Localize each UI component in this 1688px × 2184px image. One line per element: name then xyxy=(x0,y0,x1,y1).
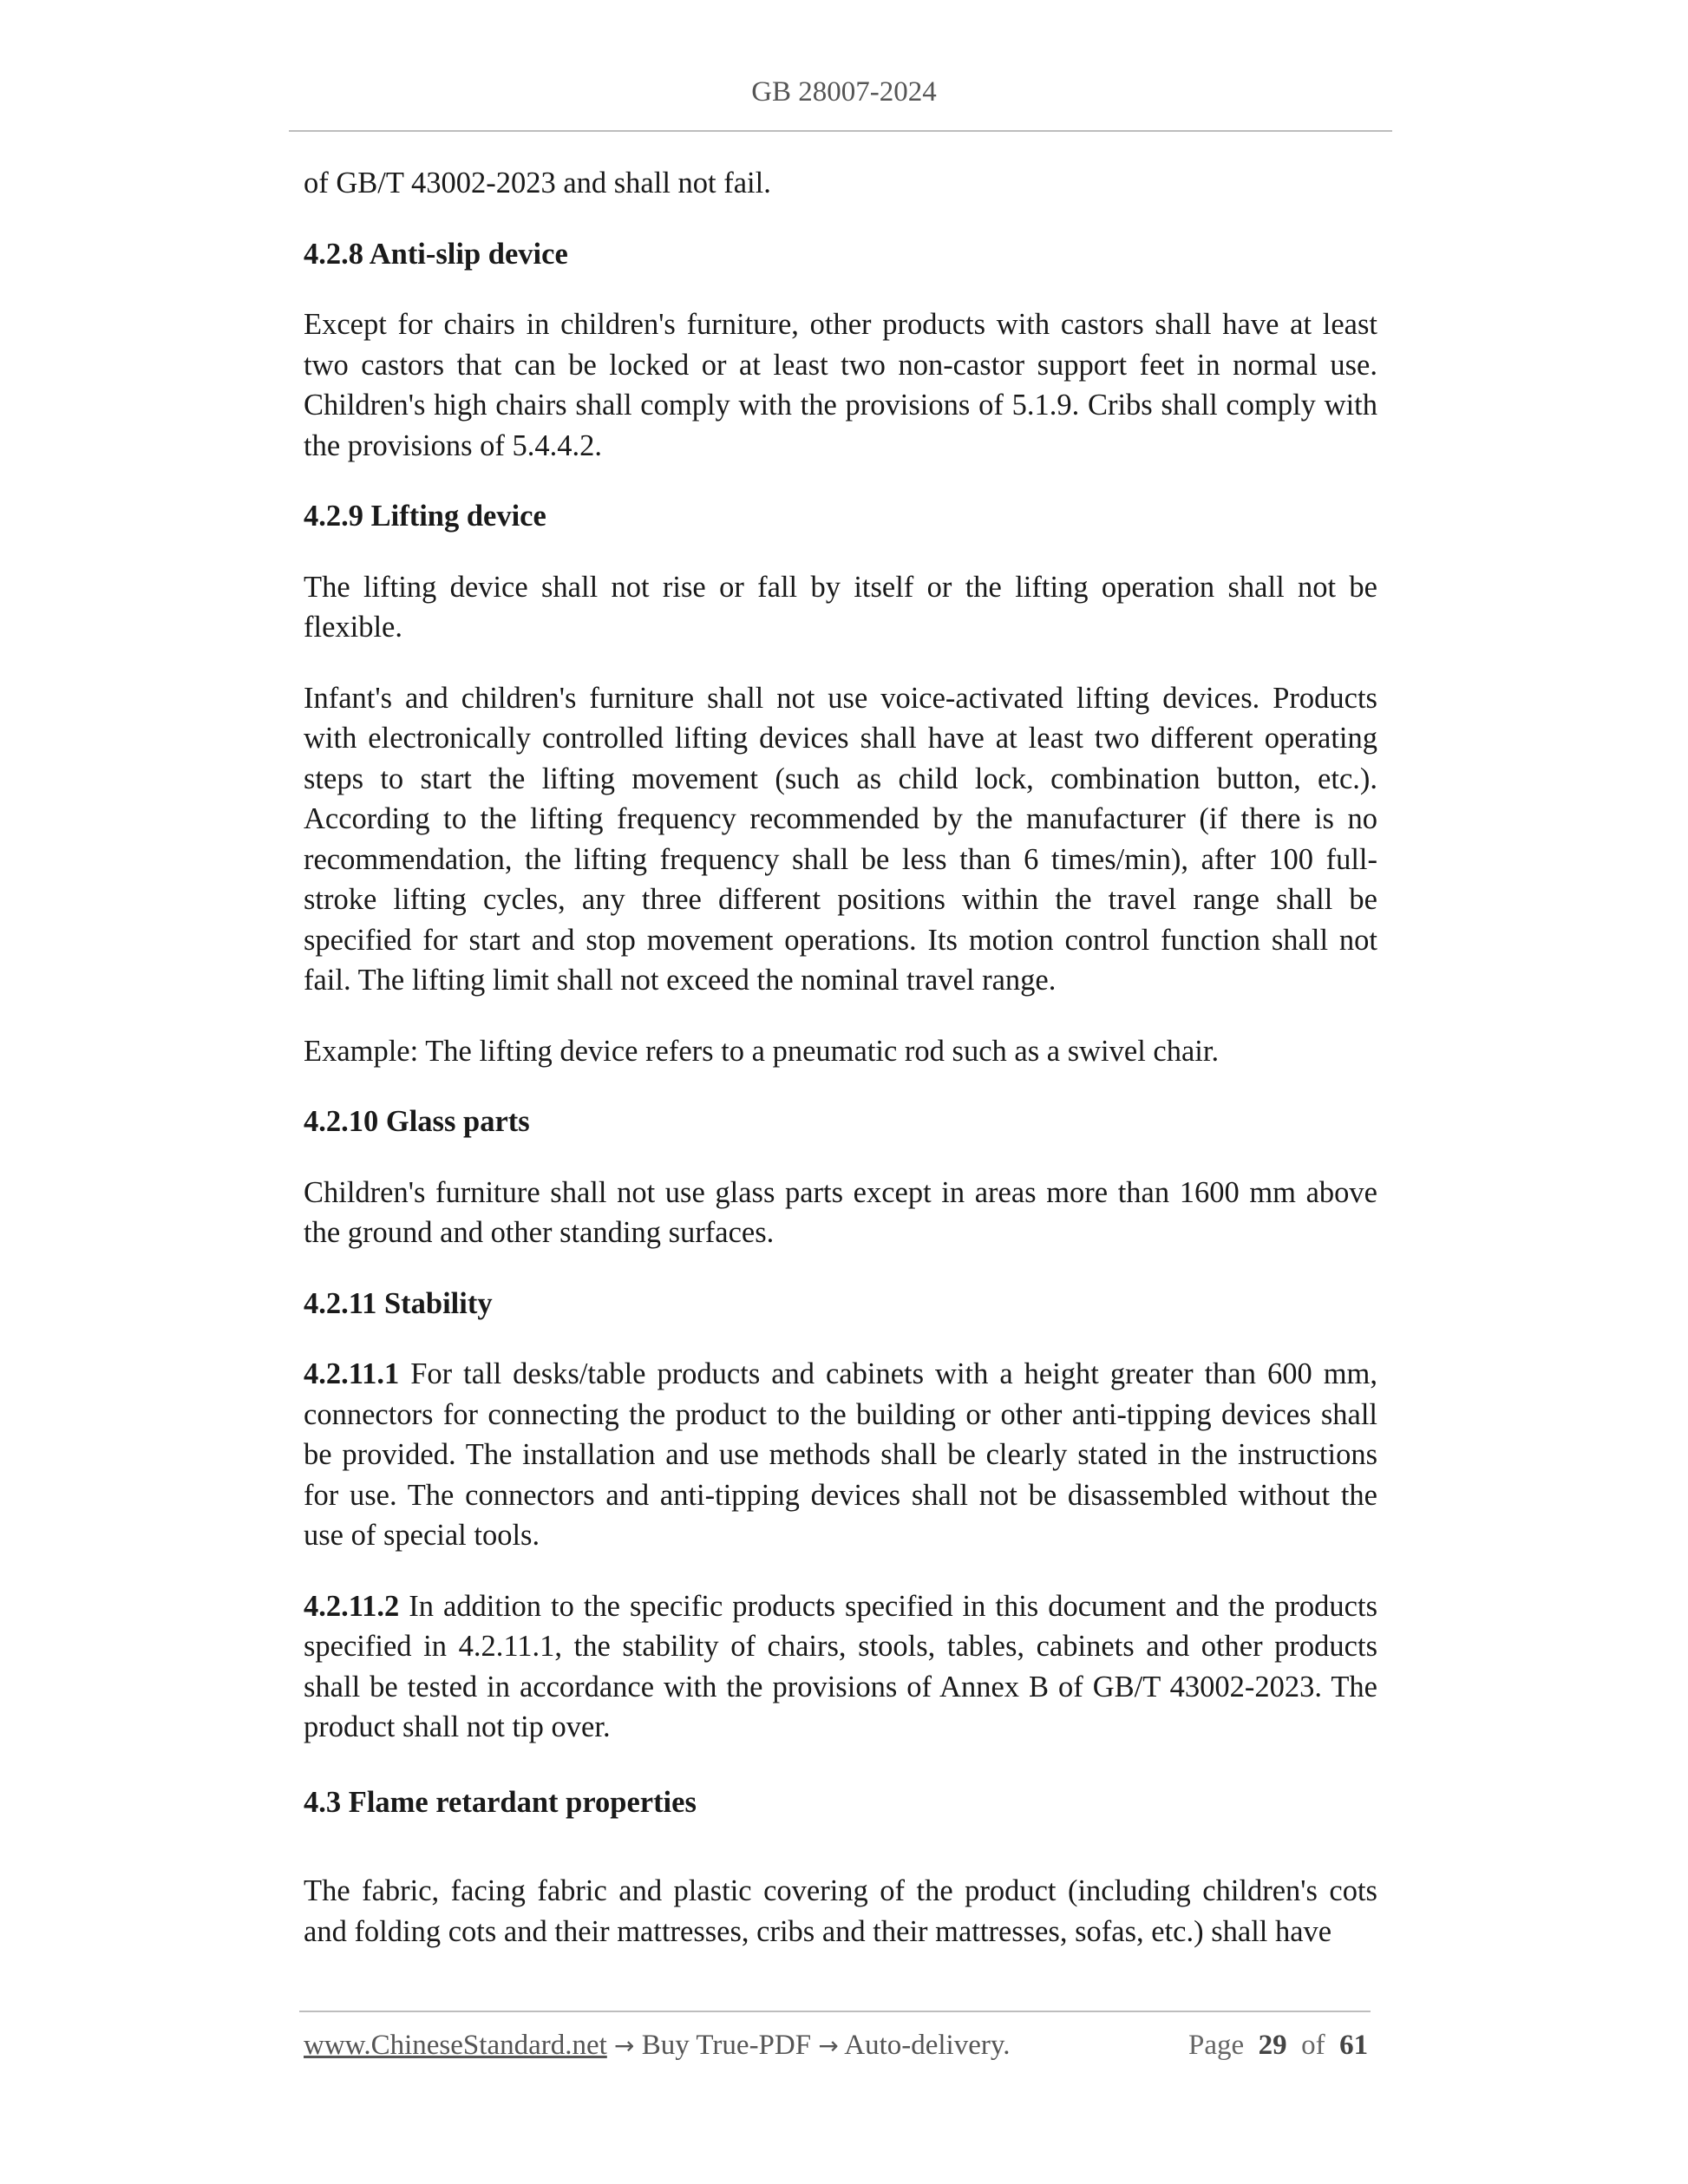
footer-promo xyxy=(304,2030,1010,2062)
arrow-right-icon: → xyxy=(818,2031,839,2060)
of-label: of xyxy=(1301,2030,1325,2061)
paragraph-stability-1 xyxy=(304,1354,1377,1556)
paragraph-anti-slip: Except for chairs in children's furniture, other products with castors shall have at least two castors that can be locked or at least two non-castor support feet in normal use. Children's high chairs shall comply with the provisions of 5.1.9. Cribs shall comply with the provisions of 5.4.4.2. xyxy=(304,308,1377,462)
paragraph-lifting-2: Infant's and children's furniture shall not use voice-activated lifting devices. Products with electronically controlled lifting devices shall have at least two different operating steps to start the lifting movement (such as child lock, combination button, etc.). According to the lifting frequency recommended by the manufacturer (if there is no recommendation, the lifting frequency shall be less than 6 times/min), after 100 full-stroke lifting cycles, any three different positions within the travel range shall be specified for start and stop movement operations. Its motion control function shall not fail. The lifting limit shall not exceed the nominal travel range. xyxy=(304,681,1377,997)
clause-text: In addition to the specific products specified in this document and the products specified in 4.2.11.1, the stability of chairs, stools, tables, cabinets and other products shall be tested in accordance with the provisions of Annex B of GB/T 43002-2023. The product shall not tip over. xyxy=(304,1589,1378,1743)
header-divider xyxy=(289,130,1392,132)
page-number: 29 xyxy=(1258,2030,1287,2061)
clause-number: 4.2.11.2 xyxy=(304,1589,400,1623)
heading-4-2-10: 4.2.10 Glass parts xyxy=(304,1105,530,1138)
paragraph-continued: of GB/T 43002-2023 and shall not fail. xyxy=(304,167,771,199)
paragraph-example: Example: The lifting device refers to a pneumatic rod such as a swivel chair. xyxy=(304,1034,1220,1068)
footer-divider xyxy=(299,2011,1371,2012)
page-header: GB 28007-2024 xyxy=(751,76,937,108)
arrow-right-icon: → xyxy=(614,2031,635,2060)
heading-4-2-11: 4.2.11 Stability xyxy=(304,1286,493,1320)
paragraph-lifting-1: The lifting device shall not rise or fall by itself or the lifting operation shall not be flexible. xyxy=(304,570,1377,644)
clause-number: 4.2.11.1 xyxy=(304,1357,400,1390)
heading-4-2-9: 4.2.9 Lifting device xyxy=(304,500,546,533)
page-label: Page xyxy=(1188,2030,1245,2061)
paragraph-glass: Children's furniture shall not use glass parts except in areas more than 1600 mm above the ground and other standing surfaces. xyxy=(304,1175,1377,1249)
total-pages: 61 xyxy=(1339,2030,1369,2061)
page-indicator xyxy=(1188,2030,1368,2062)
heading-4-3: 4.3 Flame retardant properties xyxy=(304,1785,697,1819)
delivery-text: Auto-delivery. xyxy=(844,2030,1011,2061)
clause-text: For tall desks/table products and cabinets with a height greater than 600 mm, connectors for connecting the product to the building or other anti-tipping devices shall be provided. The installation and use methods shall be clearly stated in the instructions for use. The connectors and anti-tipping devices shall not be disassembled without the use of special tools. xyxy=(304,1357,1377,1552)
paragraph-flame: The fabric, facing fabric and plastic covering of the product (including children's cots and folding cots and their mattresses, cribs and their mattresses, sofas, etc.) shall have xyxy=(304,1874,1377,1948)
website-link[interactable]: www.ChineseStandard.net xyxy=(304,2030,607,2061)
paragraph-stability-2 xyxy=(304,1586,1377,1748)
buy-text: Buy True-PDF xyxy=(641,2030,812,2061)
document-body xyxy=(304,163,1377,1982)
heading-4-2-8: 4.2.8 Anti-slip device xyxy=(304,237,568,271)
